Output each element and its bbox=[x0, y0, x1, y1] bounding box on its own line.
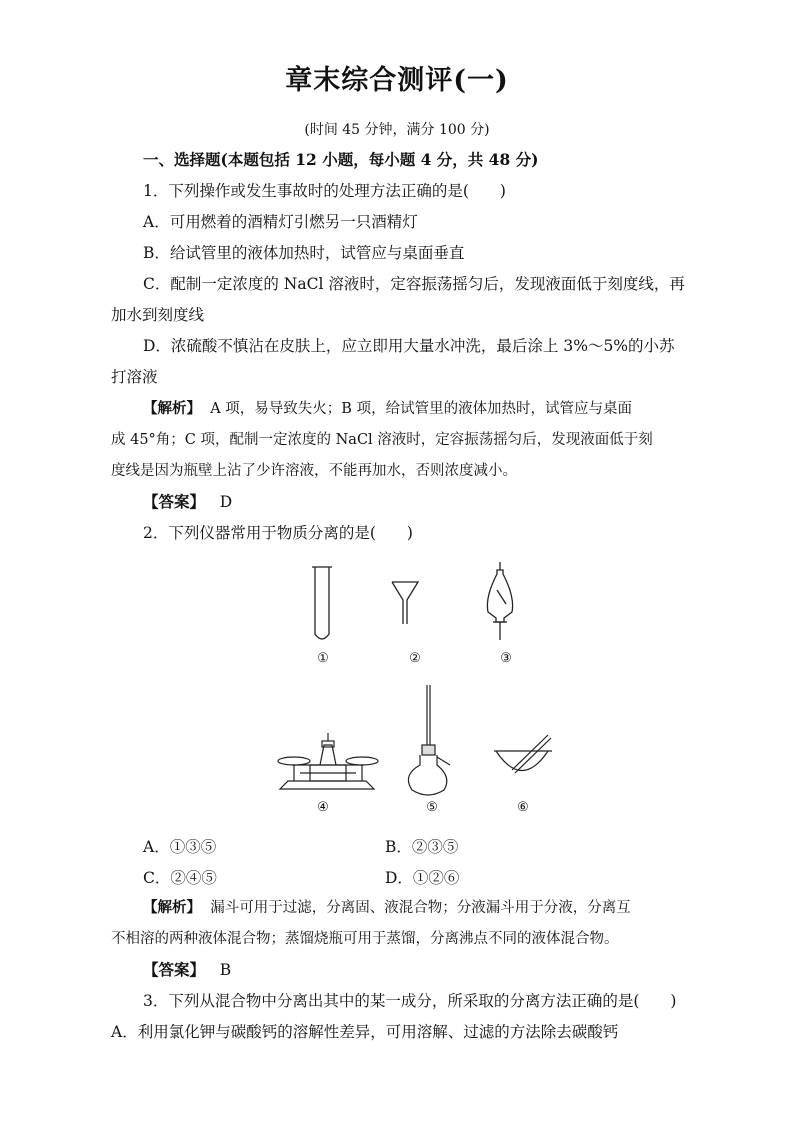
section-heading: 一、选择题(本题包括 12 小题，每小题 4 分，共 48 分) bbox=[143, 150, 539, 169]
answer-tag: 【答案】 bbox=[143, 960, 206, 979]
q1-option-c-cont: 加水到刻度线 bbox=[111, 306, 205, 324]
q1-option-b: B．给试管里的液体加热时，试管应与桌面垂直 bbox=[143, 244, 465, 262]
analysis-text: A 项，易导致失火；B 项，给试管里的液体加热时，试管应与桌面 bbox=[210, 401, 633, 417]
q1-analysis-line3: 度线是因为瓶壁上沾了少许溶液，不能再加水，否则浓度减小。 bbox=[111, 463, 517, 479]
test-tube-icon bbox=[312, 567, 332, 639]
evaporating-dish-icon bbox=[494, 735, 552, 773]
q2-analysis bbox=[143, 898, 631, 918]
apparatus-figure-row1 bbox=[300, 562, 530, 652]
q3-stem: 3．下列从混合物中分离出其中的某一成分，所采取的分离方法正确的是( ) bbox=[143, 992, 677, 1010]
q1-analysis bbox=[143, 399, 632, 419]
figure-label-4: ④ bbox=[317, 800, 329, 815]
analysis-text: 漏斗可用于过滤，分离固、液混合物；分液漏斗用于分液，分离互 bbox=[210, 900, 631, 916]
answer-tag: 【答案】 bbox=[143, 492, 206, 511]
q1-option-d-cont: 打溶液 bbox=[111, 368, 158, 386]
q2-analysis-line2: 不相溶的两种液体混合物；蒸馏烧瓶可用于蒸馏，分离沸点不同的液体混合物。 bbox=[111, 931, 619, 947]
figure-label-1: ① bbox=[317, 651, 329, 666]
q2-option-c: C．②④⑤ bbox=[143, 869, 217, 887]
q3-option-a: A．利用氯化钾与碳酸钙的溶解性差异，可用溶解、过滤的方法除去碳酸钙 bbox=[111, 1023, 619, 1041]
analysis-tag: 【解析】 bbox=[143, 899, 201, 916]
q2-option-a: A．①③⑤ bbox=[143, 838, 217, 856]
funnel-icon bbox=[392, 582, 418, 624]
q2-answer bbox=[143, 960, 231, 980]
answer-value: B bbox=[219, 961, 232, 979]
q2-option-b: B．②③⑤ bbox=[385, 838, 459, 856]
q1-option-d: D．浓硫酸不慎沾在皮肤上，应立即用大量水冲洗，最后涂上 3%～5%的小苏 bbox=[143, 337, 675, 355]
q1-analysis-line2: 成 45°角；C 项，配制一定浓度的 NaCl 溶液时，定容振荡摇匀后，发现液面低于刻 bbox=[111, 432, 653, 448]
figure-label-6: ⑥ bbox=[517, 800, 529, 815]
q2-option-d: D．①②⑥ bbox=[385, 869, 460, 887]
figure-label-2: ② bbox=[409, 651, 421, 666]
q1-answer bbox=[143, 492, 232, 512]
page-subtitle: (时间 45 分钟，满分 100 分) bbox=[304, 122, 490, 138]
figure-label-3: ③ bbox=[500, 651, 512, 666]
balance-scale-icon bbox=[278, 733, 378, 789]
page-title: 章末综合测评(一) bbox=[285, 65, 509, 96]
q1-option-a: A．可用燃着的酒精灯引燃另一只酒精灯 bbox=[143, 213, 418, 231]
figure-label-5: ⑤ bbox=[426, 800, 438, 815]
answer-value: D bbox=[219, 493, 233, 511]
q1-option-c: C．配制一定浓度的 NaCl 溶液时，定容振荡摇匀后，发现液面低于刻度线，再 bbox=[143, 275, 685, 293]
apparatus-figure-row2 bbox=[272, 685, 572, 800]
distillation-flask-icon bbox=[408, 685, 450, 795]
q1-stem: 1．下列操作或发生事故时的处理方法正确的是( ) bbox=[143, 182, 506, 200]
q2-stem: 2．下列仪器常用于物质分离的是( ) bbox=[143, 524, 413, 542]
analysis-tag: 【解析】 bbox=[143, 400, 201, 417]
separatory-funnel-icon bbox=[487, 562, 512, 640]
